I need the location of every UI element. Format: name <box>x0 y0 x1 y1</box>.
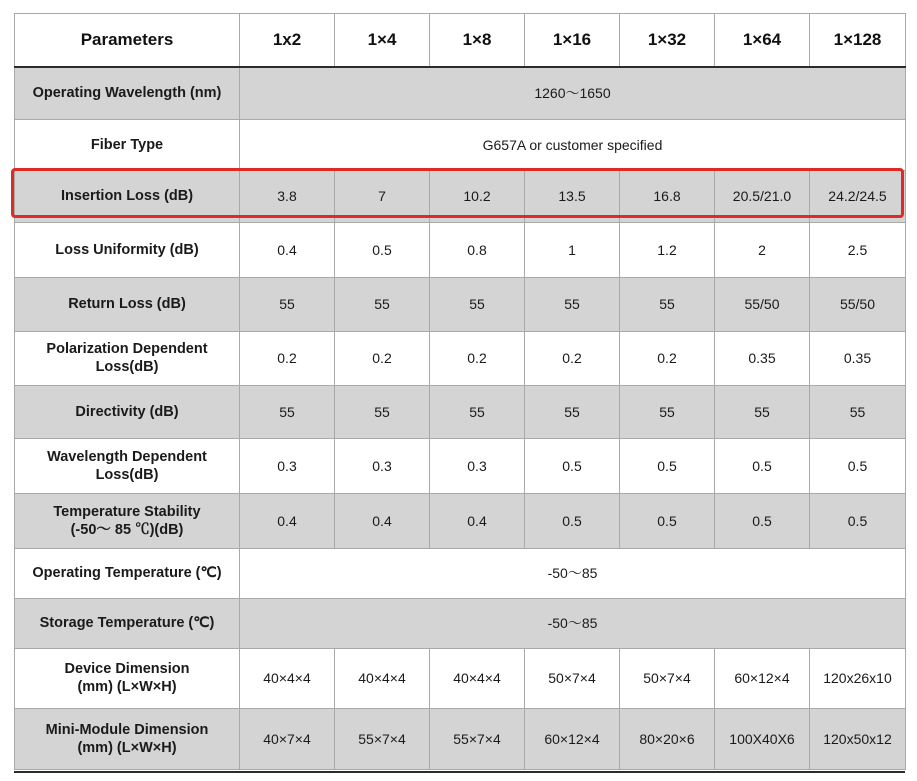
param-label: Temperature Stability (-50～ 85 ℃)(dB) <box>15 493 240 548</box>
value-cell: 0.8 <box>430 222 525 277</box>
header-parameters: Parameters <box>15 14 240 68</box>
value-cell: 1 <box>525 222 620 277</box>
value-cell: 55 <box>240 385 335 438</box>
param-label: Wavelength Dependent Loss(dB) <box>15 438 240 493</box>
value-cell: 55 <box>525 277 620 331</box>
value-cell: 0.5 <box>810 493 906 548</box>
row-fiber-type <box>15 119 906 170</box>
value-cell: 50×7×4 <box>525 648 620 708</box>
row-operating-temperature <box>15 548 906 598</box>
value-cell: 55 <box>715 385 810 438</box>
value-cell: 0.5 <box>620 493 715 548</box>
value-cell: 55 <box>620 385 715 438</box>
row-device-dimension <box>15 648 906 708</box>
value-cell: 0.3 <box>240 438 335 493</box>
value-cell: 55 <box>430 385 525 438</box>
value-cell: 0.4 <box>335 493 430 548</box>
value-cell: 3.8 <box>240 170 335 222</box>
param-label: Device Dimension (mm) (L×W×H) <box>15 648 240 708</box>
value-cell: 0.4 <box>430 493 525 548</box>
value-cell: 0.35 <box>810 331 906 385</box>
table-bottom-border <box>14 771 905 773</box>
value-cell: 13.5 <box>525 170 620 222</box>
value-cell: 55/50 <box>810 277 906 331</box>
spec-table-container <box>14 13 906 770</box>
value-cell: 0.5 <box>715 438 810 493</box>
row-polarization-dependent-loss <box>15 331 906 385</box>
value-cell: 40×4×4 <box>335 648 430 708</box>
value-cell: 55 <box>810 385 906 438</box>
value-cell: 0.2 <box>525 331 620 385</box>
param-label: Operating Temperature (℃) <box>15 548 240 598</box>
value-cell: 100X40X6 <box>715 708 810 769</box>
span-value: 1260～1650 <box>240 67 906 119</box>
header-1x128: 1×128 <box>810 14 906 68</box>
header-1x4: 1×4 <box>335 14 430 68</box>
value-cell: 0.3 <box>430 438 525 493</box>
header-1x16: 1×16 <box>525 14 620 68</box>
row-mini-module-dimension <box>15 708 906 769</box>
value-cell: 55 <box>240 277 335 331</box>
param-label: Fiber Type <box>15 119 240 170</box>
value-cell: 55 <box>620 277 715 331</box>
param-label: Return Loss (dB) <box>15 277 240 331</box>
value-cell: 0.2 <box>620 331 715 385</box>
value-cell: 55/50 <box>715 277 810 331</box>
row-return-loss <box>15 277 906 331</box>
value-cell: 0.3 <box>335 438 430 493</box>
row-loss-uniformity <box>15 222 906 277</box>
value-cell: 55 <box>430 277 525 331</box>
value-cell: 55 <box>335 385 430 438</box>
value-cell: 55×7×4 <box>335 708 430 769</box>
value-cell: 0.4 <box>240 493 335 548</box>
header-1x2: 1x2 <box>240 14 335 68</box>
value-cell: 40×4×4 <box>240 648 335 708</box>
row-directivity <box>15 385 906 438</box>
row-temperature-stability <box>15 493 906 548</box>
span-value: -50～85 <box>240 598 906 648</box>
row-insertion-loss <box>15 170 906 222</box>
value-cell: 0.5 <box>620 438 715 493</box>
param-label: Mini-Module Dimension (mm) (L×W×H) <box>15 708 240 769</box>
value-cell: 0.2 <box>430 331 525 385</box>
row-wavelength-dependent-loss <box>15 438 906 493</box>
row-storage-temperature <box>15 598 906 648</box>
value-cell: 0.2 <box>240 331 335 385</box>
param-label: Loss Uniformity (dB) <box>15 222 240 277</box>
spec-table-body <box>15 67 906 769</box>
param-label: Directivity (dB) <box>15 385 240 438</box>
value-cell: 55×7×4 <box>430 708 525 769</box>
value-cell: 120x50x12 <box>810 708 906 769</box>
value-cell: 60×12×4 <box>525 708 620 769</box>
value-cell: 0.5 <box>525 493 620 548</box>
header-1x64: 1×64 <box>715 14 810 68</box>
value-cell: 0.4 <box>240 222 335 277</box>
spec-table <box>14 13 906 770</box>
param-label: Operating Wavelength (nm) <box>15 67 240 119</box>
value-cell: 0.5 <box>715 493 810 548</box>
value-cell: 0.35 <box>715 331 810 385</box>
value-cell: 2 <box>715 222 810 277</box>
value-cell: 0.2 <box>335 331 430 385</box>
value-cell: 120x26x10 <box>810 648 906 708</box>
header-1x32: 1×32 <box>620 14 715 68</box>
value-cell: 50×7×4 <box>620 648 715 708</box>
value-cell: 0.5 <box>335 222 430 277</box>
value-cell: 7 <box>335 170 430 222</box>
row-operating-wavelength <box>15 67 906 119</box>
value-cell: 0.5 <box>525 438 620 493</box>
value-cell: 1.2 <box>620 222 715 277</box>
value-cell: 2.5 <box>810 222 906 277</box>
param-label: Polarization Dependent Loss(dB) <box>15 331 240 385</box>
value-cell: 24.2/24.5 <box>810 170 906 222</box>
value-cell: 55 <box>335 277 430 331</box>
value-cell: 60×12×4 <box>715 648 810 708</box>
header-1x8: 1×8 <box>430 14 525 68</box>
value-cell: 55 <box>525 385 620 438</box>
value-cell: 10.2 <box>430 170 525 222</box>
param-label: Storage Temperature (℃) <box>15 598 240 648</box>
value-cell: 80×20×6 <box>620 708 715 769</box>
value-cell: 0.5 <box>810 438 906 493</box>
span-value: G657A or customer specified <box>240 119 906 170</box>
value-cell: 16.8 <box>620 170 715 222</box>
value-cell: 40×4×4 <box>430 648 525 708</box>
span-value: -50～85 <box>240 548 906 598</box>
param-label: Insertion Loss (dB) <box>15 170 240 222</box>
header-row <box>15 14 906 68</box>
value-cell: 20.5/21.0 <box>715 170 810 222</box>
value-cell: 40×7×4 <box>240 708 335 769</box>
